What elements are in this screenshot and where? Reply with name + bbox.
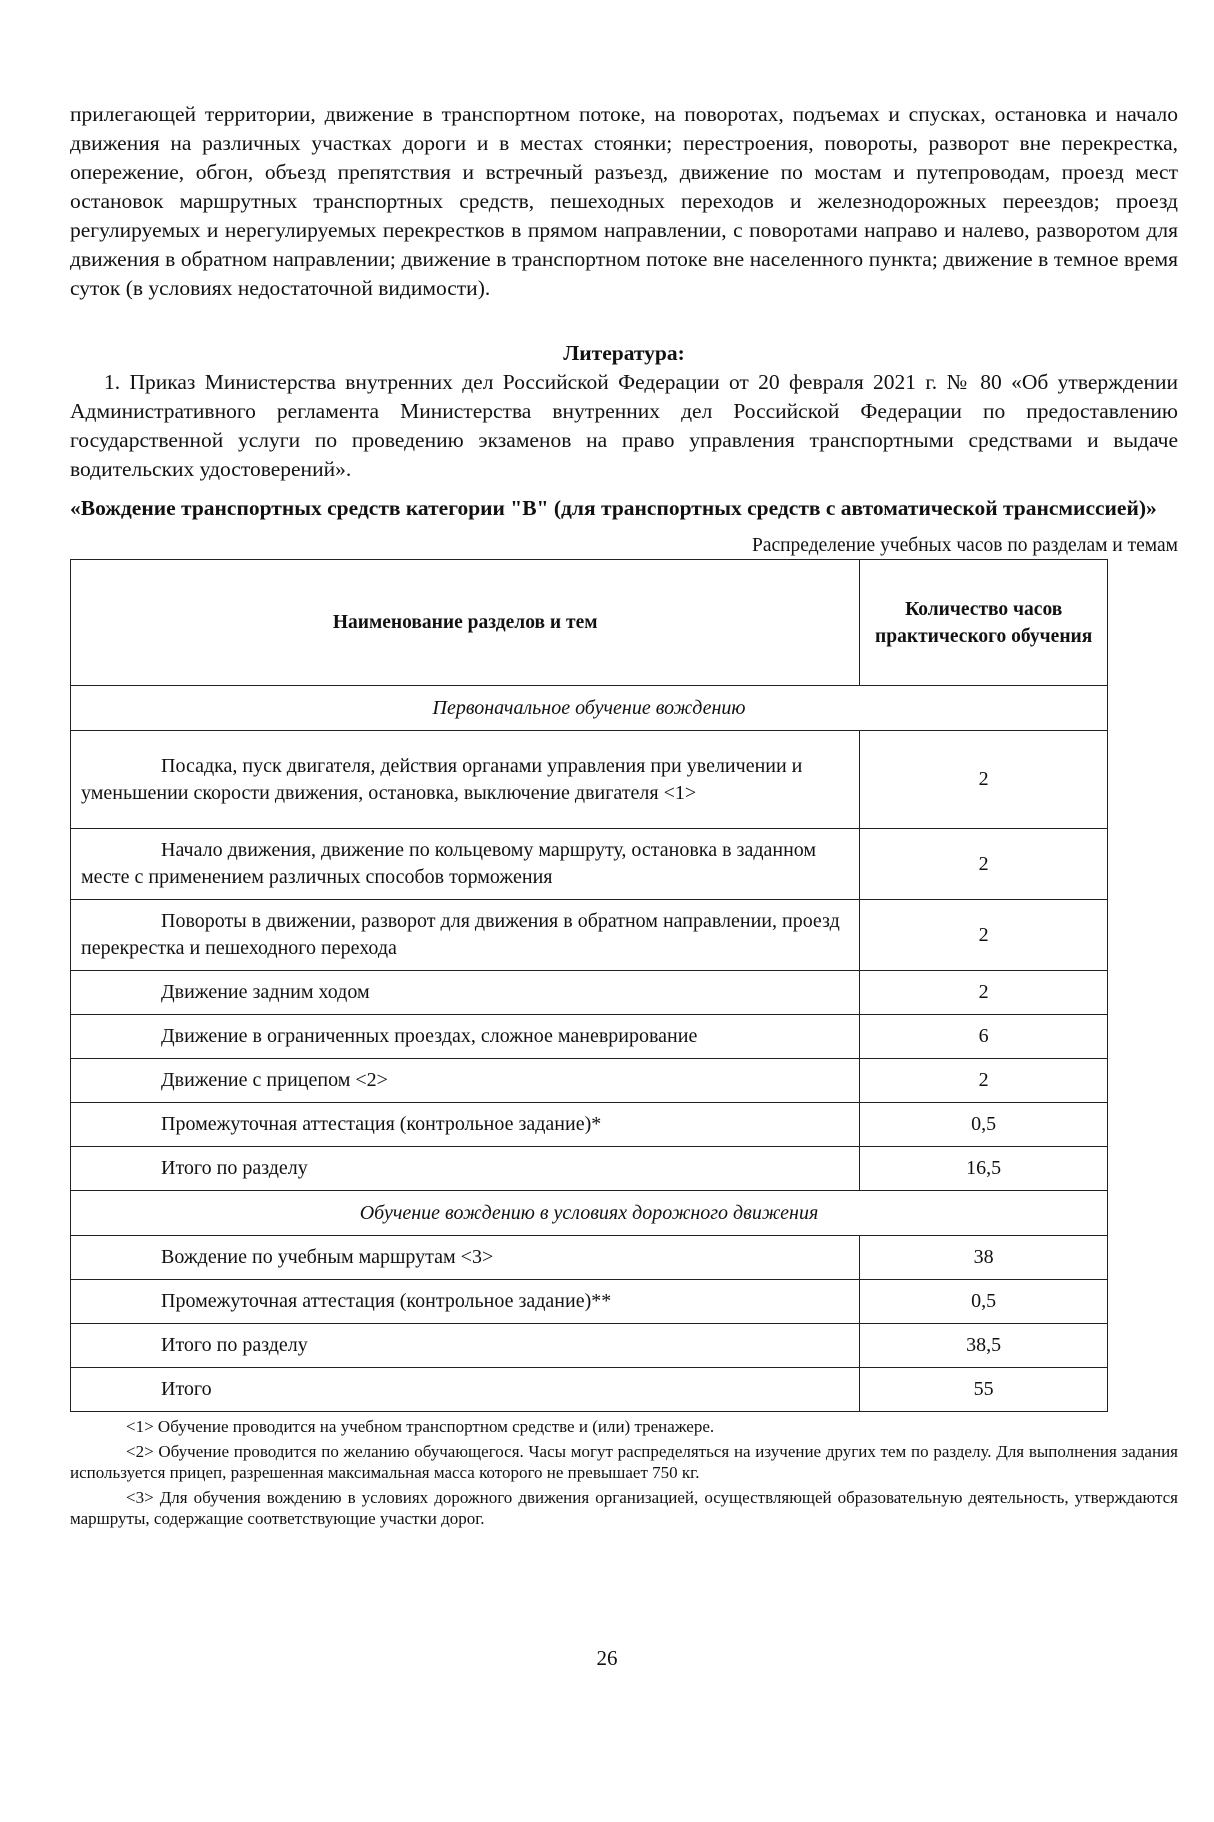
table-row <box>71 731 1108 829</box>
topic-hours: 0,5 <box>860 1103 1108 1147</box>
literature-item: 1. Приказ Министерства внутренних дел Российской Федерации от 20 февраля 2021 г. № 80 «Об утверждении Административного регламента Министерства внутренних дел Российской Федерации по предоставлению государственной услуги по проведению экзаменов на право управления транспортными средствами и выдаче водительских удостоверений». <box>70 370 1178 481</box>
topic-hours: 2 <box>860 829 1108 900</box>
header-name: Наименование разделов и тем <box>71 560 860 686</box>
footnotes <box>70 1416 1178 1529</box>
literature-title: Литература: <box>563 341 685 365</box>
intro-paragraph: прилегающей территории, движение в транспортном потоке, на поворотах, подъемах и спусках, остановка и начало движения на различных участках дороги и в местах стоянки; перестроения, повороты, разворот вне перекрестка, опережение, обгон, объезд препятствия и встречный разъезд, движение по мостам и путепроводам, проезд мест остановок маршрутных транспортных средств, пешеходных переходов и железнодорожных переездов; проезд регулируемых и нерегулируемых перекрестков в прямом направлении, с поворотами направо и налево, разворотом для движения в обратном направлении; движение в транспортном потоке вне населенного пункта; движение в темное время суток (в условиях недостаточной видимости). <box>70 102 1178 300</box>
footnote-2: <2> Обучение проводится по желанию обучающегося. Часы могут распределяться на изучение других тем по разделу. Для выполнения задания используется прицеп, разрешенная максимальная масса которого не превышает 750 кг. <box>70 1442 1178 1482</box>
section-row-2 <box>71 1191 1108 1236</box>
topic-name: Итого по разделу <box>71 1147 860 1191</box>
table-row <box>71 1280 1108 1324</box>
topic-hours: 6 <box>860 1015 1108 1059</box>
table-row <box>71 1103 1108 1147</box>
footnote-1: <1> Обучение проводится на учебном транспортном средстве и (или) тренажере. <box>126 1417 715 1436</box>
topic-name: Начало движения, движение по кольцевому маршруту, остановка в заданном месте с применением различных способов торможения <box>71 829 860 900</box>
topic-name: Вождение по учебным маршрутам <3> <box>71 1236 860 1280</box>
topic-hours: 38 <box>860 1236 1108 1280</box>
table-row <box>71 971 1108 1015</box>
topic-name: Итого по разделу <box>71 1324 860 1368</box>
topic-hours: 2 <box>860 900 1108 971</box>
topic-name: Движение в ограниченных проездах, сложное маневрирование <box>71 1015 860 1059</box>
topic-hours: 38,5 <box>860 1324 1108 1368</box>
topic-name: Итого <box>71 1368 860 1412</box>
topic-name: Повороты в движении, разворот для движения в обратном направлении, проезд перекрестка и пешеходного перехода <box>71 900 860 971</box>
topic-name: Движение задним ходом <box>71 971 860 1015</box>
table-row <box>71 829 1108 900</box>
hours-table <box>70 559 1108 1412</box>
document-page <box>70 100 1178 1533</box>
topic-name: Движение с прицепом <2> <box>71 1059 860 1103</box>
section-2-title: Обучение вождению в условиях дорожного движения <box>71 1191 1108 1236</box>
topic-hours: 2 <box>860 731 1108 829</box>
section-1-title: Первоначальное обучение вождению <box>71 686 1108 731</box>
topic-name: Промежуточная аттестация (контрольное задание)* <box>71 1103 860 1147</box>
table-row <box>71 900 1108 971</box>
topic-hours: 0,5 <box>860 1280 1108 1324</box>
table-row <box>71 1236 1108 1280</box>
topic-hours: 16,5 <box>860 1147 1108 1191</box>
section-title: «Вождение транспортных средств категории "B" (для транспортных средств с автоматической трансмиссией)» <box>70 496 1157 520</box>
section-row-1 <box>71 686 1108 731</box>
header-hours: Количество часов практического обучения <box>860 560 1108 686</box>
page-number: 26 <box>596 1646 618 1670</box>
topic-hours: 2 <box>860 971 1108 1015</box>
table-row <box>71 1015 1108 1059</box>
topic-name: Посадка, пуск двигателя, действия органами управления при увеличении и уменьшении скорости движения, остановка, выключение двигателя <1> <box>71 731 860 829</box>
table-header-row <box>71 560 1108 686</box>
table-row <box>71 1147 1108 1191</box>
topic-hours: 55 <box>860 1368 1108 1412</box>
footnote-3: <3> Для обучения вождению в условиях дорожного движения организацией, осуществляющей образовательную деятельность, утверждаются маршруты, содержащие соответствующие участки дорог. <box>70 1488 1178 1528</box>
table-row <box>71 1324 1108 1368</box>
topic-name: Промежуточная аттестация (контрольное задание)** <box>71 1280 860 1324</box>
table-row <box>71 1059 1108 1103</box>
table-caption: Распределение учебных часов по разделам и темам <box>751 535 1178 556</box>
topic-hours: 2 <box>860 1059 1108 1103</box>
table-row <box>71 1368 1108 1412</box>
